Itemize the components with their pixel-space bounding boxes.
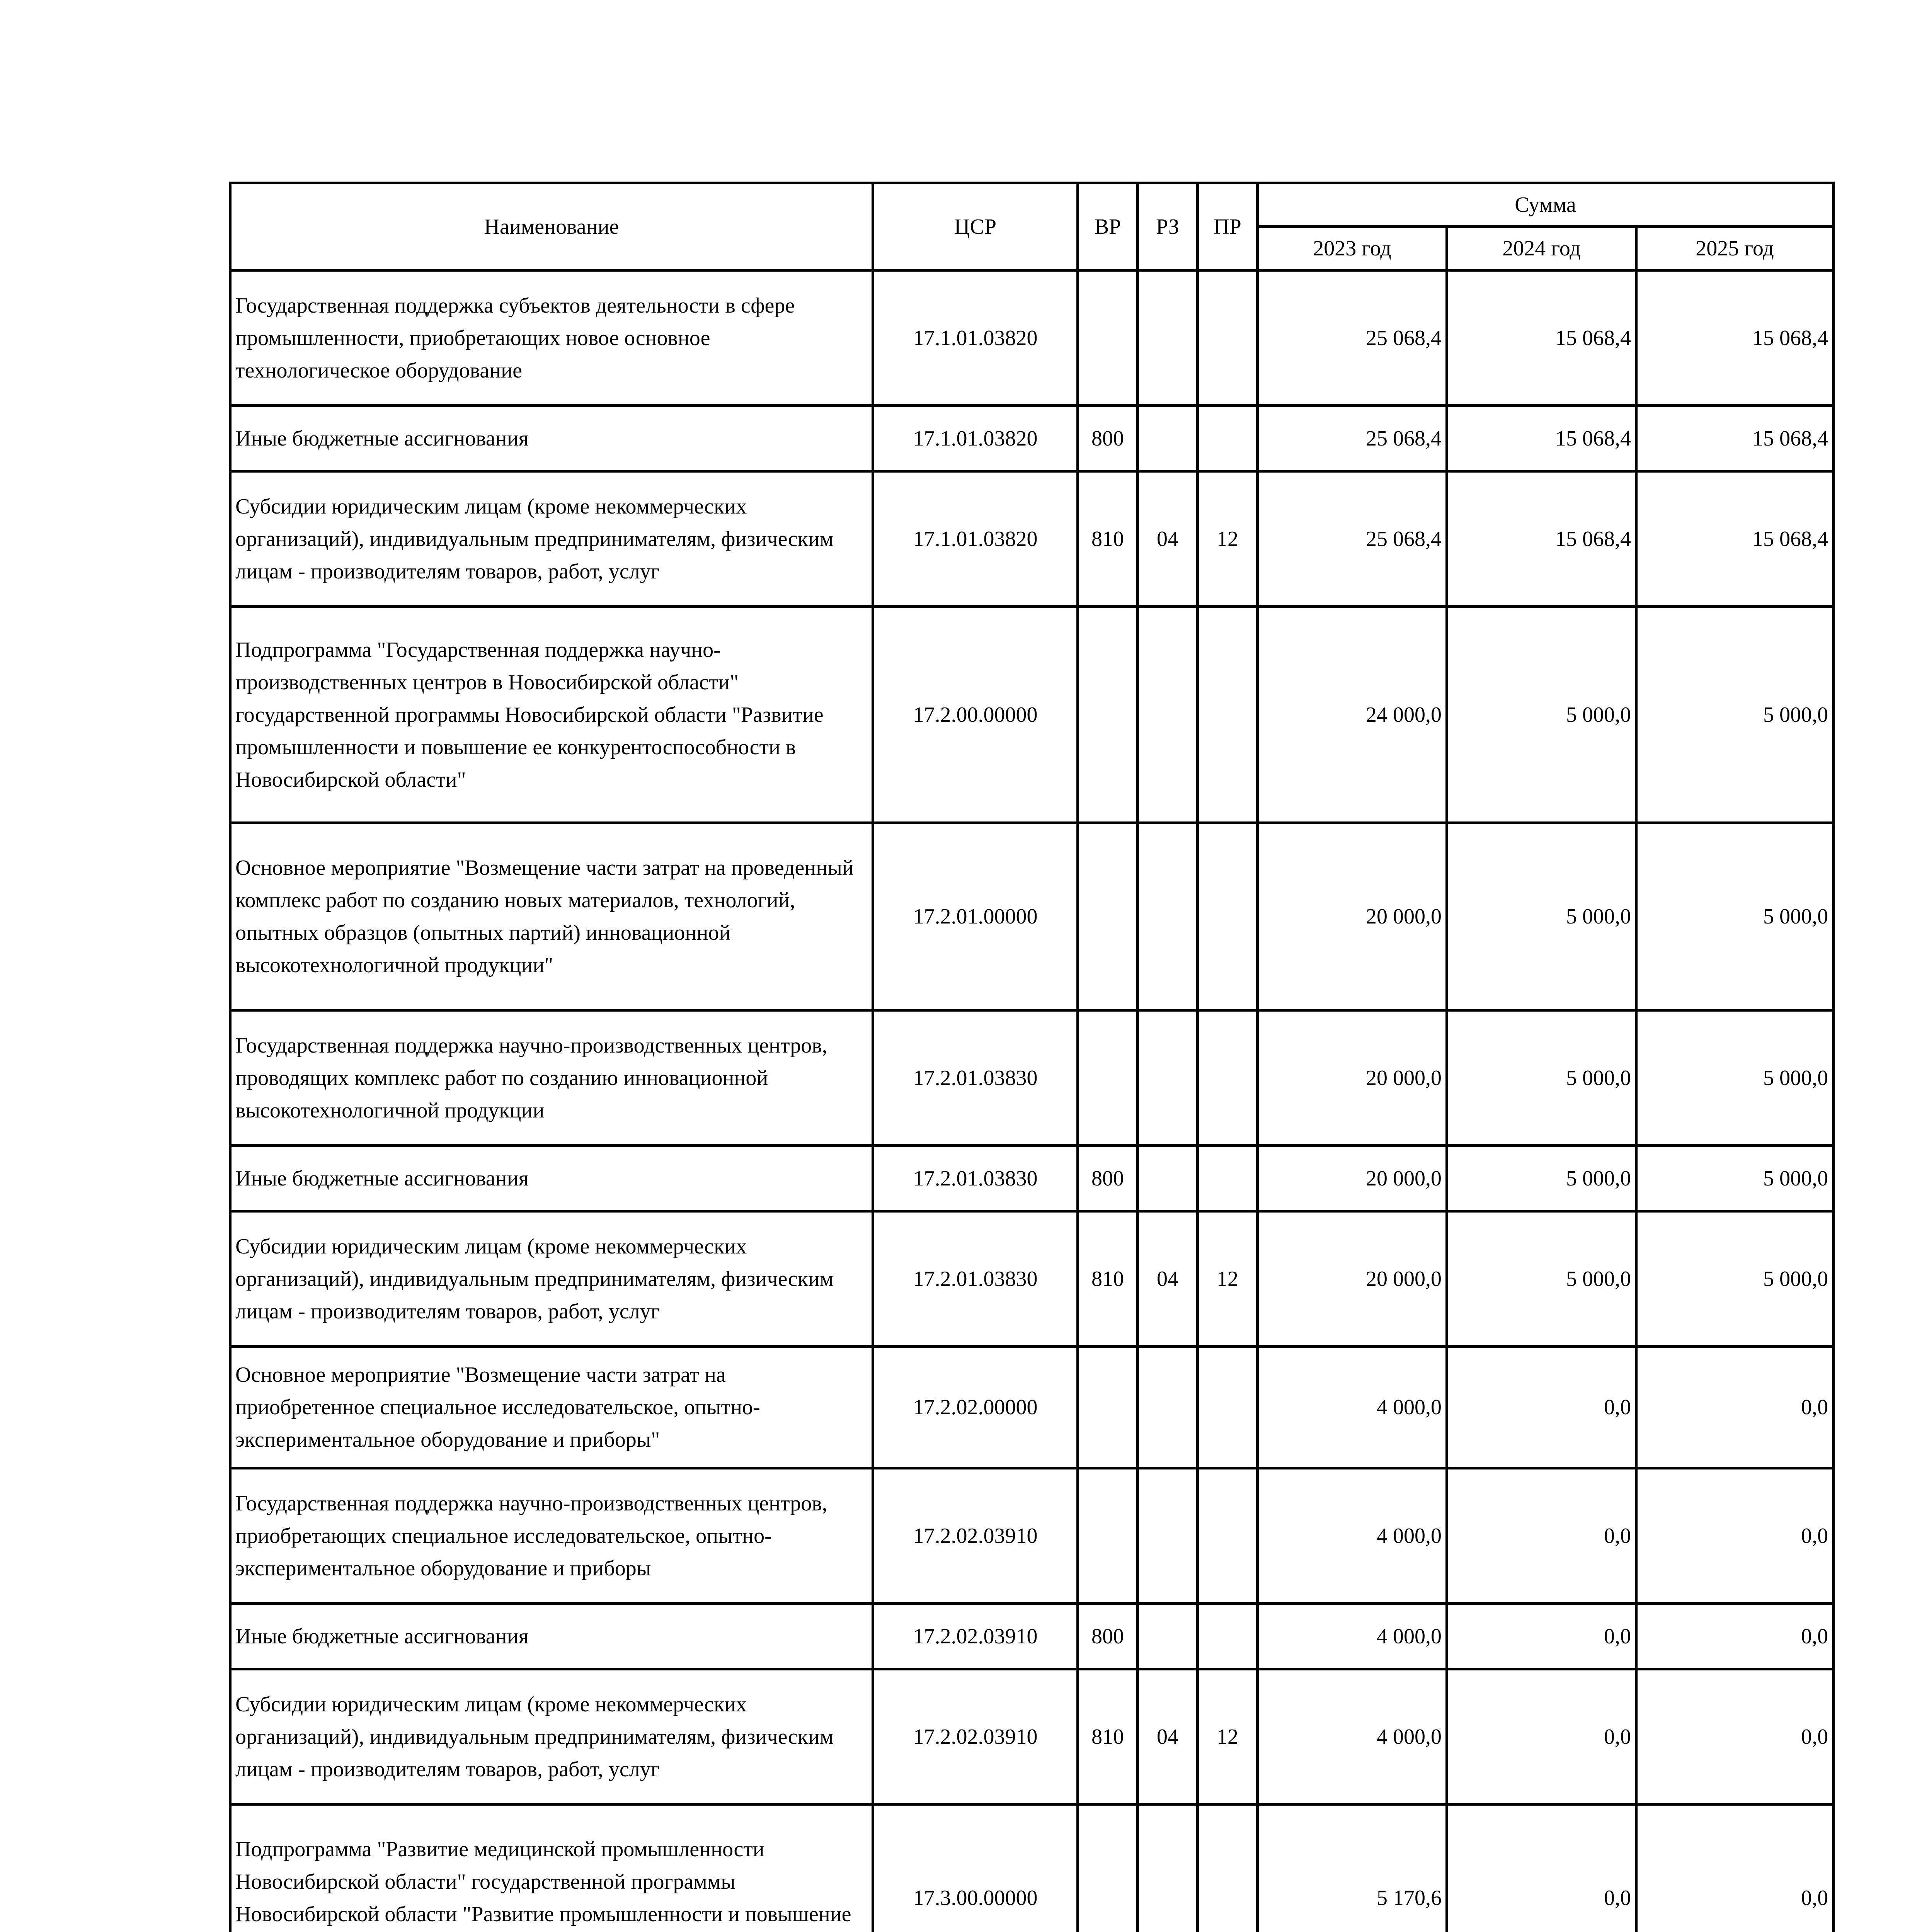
- row-pr: 12: [1198, 1669, 1258, 1804]
- row-pr: [1198, 270, 1258, 406]
- row-pr: [1198, 1347, 1258, 1468]
- row-name: Государственная поддержка научно-производственных центров, проводящих комплекс работ по созданию инновационной высокотехнологичной продукции: [230, 1010, 873, 1146]
- row-csr: 17.3.00.00000: [873, 1804, 1078, 1932]
- budget-table: [229, 182, 1835, 1932]
- row-amount-2023: 24 000,0: [1258, 607, 1447, 823]
- row-amount-2023: 25 068,4: [1258, 406, 1447, 471]
- row-amount-2024: 5 000,0: [1447, 1010, 1636, 1146]
- row-vr: 800: [1078, 406, 1138, 471]
- table-row: [230, 1146, 1834, 1211]
- header-csr: ЦСР: [873, 183, 1078, 270]
- row-csr: 17.2.01.03830: [873, 1146, 1078, 1211]
- row-vr: [1078, 607, 1138, 823]
- header-rz: РЗ: [1138, 183, 1198, 270]
- table-row: [230, 1604, 1834, 1669]
- row-name: Подпрограмма "Развитие медицинской промышленности Новосибирской области" государственной программы Новосибирской области "Развитие промышленности и повышение: [230, 1804, 873, 1932]
- row-amount-2024: 15 068,4: [1447, 270, 1636, 406]
- row-name: Основное мероприятие "Возмещение части затрат на проведенный комплекс работ по созданию новых материалов, технологий, опытных образцов (опытных партий) инновационной высокотехнологичной продукции": [230, 823, 873, 1010]
- row-amount-2024: 0,0: [1447, 1468, 1636, 1604]
- row-vr: [1078, 1468, 1138, 1604]
- row-pr: [1198, 1146, 1258, 1211]
- row-pr: 12: [1198, 471, 1258, 607]
- row-amount-2025: 0,0: [1636, 1669, 1834, 1804]
- row-amount-2025: 5 000,0: [1636, 823, 1834, 1010]
- row-csr: 17.2.02.03910: [873, 1604, 1078, 1669]
- row-amount-2023: 20 000,0: [1258, 1146, 1447, 1211]
- row-name: Субсидии юридическим лицам (кроме некоммерческих организаций), индивидуальным предпринимателям, физическим лицам - производителям товаров, работ, услуг: [230, 1211, 873, 1347]
- row-name: Субсидии юридическим лицам (кроме некоммерческих организаций), индивидуальным предпринимателям, физическим лицам - производителям товаров, работ, услуг: [230, 471, 873, 607]
- table-row: [230, 607, 1834, 823]
- row-amount-2023: 5 170,6: [1258, 1804, 1447, 1932]
- row-csr: 17.1.01.03820: [873, 270, 1078, 406]
- row-rz: [1138, 607, 1198, 823]
- table-row: [230, 823, 1834, 1010]
- row-csr: 17.2.02.00000: [873, 1347, 1078, 1468]
- row-amount-2025: 0,0: [1636, 1347, 1834, 1468]
- row-amount-2023: 25 068,4: [1258, 270, 1447, 406]
- row-amount-2024: 5 000,0: [1447, 1211, 1636, 1347]
- row-rz: [1138, 1347, 1198, 1468]
- row-amount-2024: 0,0: [1447, 1347, 1636, 1468]
- row-pr: [1198, 1604, 1258, 1669]
- row-amount-2025: 5 000,0: [1636, 1146, 1834, 1211]
- row-name: Государственная поддержка научно-производственных центров, приобретающих специальное исследовательское, опытно-экспериментальное оборудование и приборы: [230, 1468, 873, 1604]
- row-name: Иные бюджетные ассигнования: [230, 1146, 873, 1211]
- row-rz: [1138, 1604, 1198, 1669]
- row-rz: [1138, 1804, 1198, 1932]
- row-rz: [1138, 1468, 1198, 1604]
- table-row: [230, 1804, 1834, 1932]
- row-rz: [1138, 406, 1198, 471]
- row-amount-2024: 5 000,0: [1447, 607, 1636, 823]
- header-vr: ВР: [1078, 183, 1138, 270]
- row-vr: 810: [1078, 1211, 1138, 1347]
- table-row: [230, 1468, 1834, 1604]
- row-amount-2024: 5 000,0: [1447, 1146, 1636, 1211]
- row-vr: 810: [1078, 1669, 1138, 1804]
- header-sum: Сумма: [1258, 183, 1834, 227]
- row-csr: 17.1.01.03820: [873, 471, 1078, 607]
- table-row: [230, 406, 1834, 471]
- row-name: Государственная поддержка субъектов деятельности в сфере промышленности, приобретающих новое основное технологическое оборудование: [230, 270, 873, 406]
- row-amount-2024: 5 000,0: [1447, 823, 1636, 1010]
- row-rz: [1138, 823, 1198, 1010]
- row-amount-2025: 5 000,0: [1636, 1211, 1834, 1347]
- header-year-2025: 2025 год: [1636, 227, 1834, 270]
- row-pr: [1198, 607, 1258, 823]
- row-pr: 12: [1198, 1211, 1258, 1347]
- row-rz: 04: [1138, 471, 1198, 607]
- row-pr: [1198, 1010, 1258, 1146]
- table-row: [230, 1347, 1834, 1468]
- row-amount-2023: 4 000,0: [1258, 1468, 1447, 1604]
- row-amount-2025: 0,0: [1636, 1468, 1834, 1604]
- row-amount-2025: 0,0: [1636, 1804, 1834, 1932]
- header-name: Наименование: [230, 183, 873, 270]
- row-name: Субсидии юридическим лицам (кроме некоммерческих организаций), индивидуальным предпринимателям, физическим лицам - производителям товаров, работ, услуг: [230, 1669, 873, 1804]
- row-vr: [1078, 823, 1138, 1010]
- row-vr: 810: [1078, 471, 1138, 607]
- row-vr: [1078, 1347, 1138, 1468]
- row-amount-2023: 20 000,0: [1258, 823, 1447, 1010]
- row-csr: 17.2.02.03910: [873, 1669, 1078, 1804]
- header-pr: ПР: [1198, 183, 1258, 270]
- row-csr: 17.2.00.00000: [873, 607, 1078, 823]
- row-csr: 17.1.01.03820: [873, 406, 1078, 471]
- row-amount-2025: 15 068,4: [1636, 471, 1834, 607]
- row-amount-2025: 15 068,4: [1636, 406, 1834, 471]
- row-pr: [1198, 1468, 1258, 1604]
- row-csr: 17.2.02.03910: [873, 1468, 1078, 1604]
- row-amount-2024: 15 068,4: [1447, 406, 1636, 471]
- row-name: Иные бюджетные ассигнования: [230, 1604, 873, 1669]
- row-vr: 800: [1078, 1604, 1138, 1669]
- row-amount-2024: 0,0: [1447, 1604, 1636, 1669]
- row-amount-2023: 4 000,0: [1258, 1669, 1447, 1804]
- row-csr: 17.2.01.03830: [873, 1211, 1078, 1347]
- row-amount-2024: 0,0: [1447, 1669, 1636, 1804]
- row-rz: [1138, 1010, 1198, 1146]
- row-vr: [1078, 270, 1138, 406]
- row-vr: [1078, 1804, 1138, 1932]
- row-amount-2023: 25 068,4: [1258, 471, 1447, 607]
- header-year-2023: 2023 год: [1258, 227, 1447, 270]
- row-csr: 17.2.01.03830: [873, 1010, 1078, 1146]
- row-amount-2025: 5 000,0: [1636, 1010, 1834, 1146]
- table-row: [230, 1010, 1834, 1146]
- row-vr: 800: [1078, 1146, 1138, 1211]
- row-rz: 04: [1138, 1211, 1198, 1347]
- row-amount-2023: 4 000,0: [1258, 1604, 1447, 1669]
- row-amount-2024: 15 068,4: [1447, 471, 1636, 607]
- row-rz: 04: [1138, 1669, 1198, 1804]
- row-rz: [1138, 1146, 1198, 1211]
- row-vr: [1078, 1010, 1138, 1146]
- row-amount-2023: 20 000,0: [1258, 1010, 1447, 1146]
- row-amount-2025: 15 068,4: [1636, 270, 1834, 406]
- table-body: [230, 270, 1834, 1932]
- row-amount-2025: 5 000,0: [1636, 607, 1834, 823]
- row-name: Иные бюджетные ассигнования: [230, 406, 873, 471]
- row-pr: [1198, 823, 1258, 1010]
- table-row: [230, 1211, 1834, 1347]
- row-name: Подпрограмма "Государственная поддержка научно-производственных центров в Новосибирской области" государственной программы Новосибирской области "Развитие промышленности и повышение ее конкурентоспособности в Новосибирской области": [230, 607, 873, 823]
- row-amount-2024: 0,0: [1447, 1804, 1636, 1932]
- row-amount-2025: 0,0: [1636, 1604, 1834, 1669]
- row-pr: [1198, 1804, 1258, 1932]
- table-row: [230, 1669, 1834, 1804]
- row-name: Основное мероприятие "Возмещение части затрат на приобретенное специальное исследовательское, опытно-экспериментальное оборудование и приборы": [230, 1347, 873, 1468]
- row-csr: 17.2.01.00000: [873, 823, 1078, 1010]
- row-amount-2023: 4 000,0: [1258, 1347, 1447, 1468]
- row-pr: [1198, 406, 1258, 471]
- row-rz: [1138, 270, 1198, 406]
- row-amount-2023: 20 000,0: [1258, 1211, 1447, 1347]
- table-row: [230, 471, 1834, 607]
- header-year-2024: 2024 год: [1447, 227, 1636, 270]
- table-row: [230, 270, 1834, 406]
